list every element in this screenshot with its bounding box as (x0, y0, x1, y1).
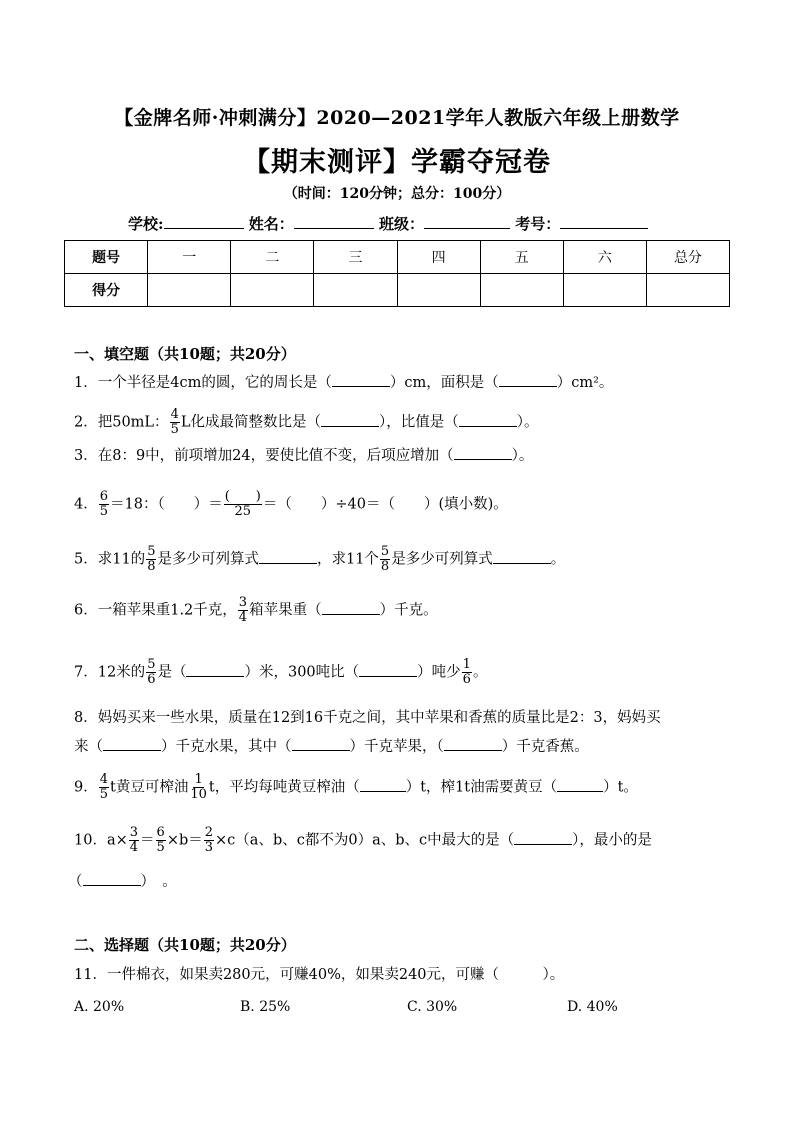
answer-blank[interactable] (360, 779, 406, 792)
score-cell-header: 三 (314, 241, 397, 274)
q5-text-b: 是多少可列算式 (157, 551, 259, 568)
question-8-line1 (74, 708, 661, 728)
q3-text-b: ）。 (511, 448, 534, 464)
q7-text-a: 7．12米的 (74, 664, 146, 681)
q8-text-line1: 8．妈妈买来一些水果，质量在12到16千克之间，其中苹果和香蕉的质量比是2：3，妈妈买 (74, 710, 661, 726)
q1-text-a: 1．一个半径是4cm的圆，它的周长是（ (74, 375, 332, 391)
q7-text-e: 。 (472, 664, 488, 681)
fraction: $\frac{4}{5}$ (170, 407, 179, 437)
q9-text-e: ）t。 (603, 779, 638, 796)
q10-text-a: 10．a× (74, 832, 128, 849)
answer-blank[interactable] (186, 664, 244, 677)
q1-text-b: ）cm，面积是（ (389, 375, 499, 391)
q4-text-c: ＝（ ）÷40＝（ ）(填小数)。 (262, 496, 508, 513)
score-cell[interactable] (646, 274, 729, 307)
q8-text-c: ）千克苹果，（ (349, 739, 444, 755)
answer-blank[interactable] (292, 738, 350, 751)
score-row-label: 得分 (65, 274, 148, 307)
q6-text-a: 6．一箱苹果重1.2千克， (74, 602, 237, 619)
score-cell[interactable] (397, 274, 480, 307)
q9-text-c: t，平均每吨黄豆榨油（ (208, 779, 360, 796)
q1-text-c: ）cm²。 (556, 375, 614, 391)
q8-text-d: ）千克香蕉。 (501, 739, 589, 755)
section2-title: 二、选择题（共10题；共20分） (74, 936, 296, 954)
answer-blank[interactable] (493, 551, 551, 564)
q10-text-b: ＝ (140, 832, 155, 849)
score-cell-header: 题号 (65, 241, 148, 274)
q2-text-c: ），比值是（ (378, 414, 459, 431)
score-cell[interactable] (480, 274, 563, 307)
score-cell-header: 一 (148, 241, 231, 274)
exam-subtitle: （时间：120分钟；总分：100分） (283, 186, 511, 202)
answer-blank[interactable] (444, 738, 502, 751)
option-a[interactable]: A. 20% (74, 999, 125, 1015)
q5-text-a: 5．求11的 (74, 551, 146, 568)
fraction: $\frac{2}{3}$ (204, 825, 214, 855)
q4-text-a: 4． (74, 496, 98, 513)
q2-text-a: 2．把50mL： (74, 414, 169, 431)
answer-blank[interactable] (332, 374, 390, 387)
answer-blank[interactable] (83, 873, 141, 886)
q5-text-d: 是多少可列算式 (391, 551, 493, 568)
q9-text-d: ）t，榨1t油需要黄豆（ (405, 779, 558, 796)
name-label: 姓名： (248, 215, 294, 233)
option-c[interactable]: C. 30% (407, 999, 458, 1015)
fraction: $\frac{4}{5}$ (99, 772, 109, 802)
score-cell-header: 五 (480, 241, 563, 274)
q2-text-b: L化成最简整数比是（ (180, 414, 321, 431)
q9-text-b: t黄豆可榨油 (110, 779, 189, 796)
answer-blank[interactable] (499, 374, 557, 387)
q7-text-c: ）米，300吨比（ (244, 664, 360, 681)
score-cell-header: 四 (397, 241, 480, 274)
exam-title-line2: 【期末测评】学霸夺冠卷 (243, 147, 551, 178)
question-7 (74, 658, 487, 687)
answer-blank[interactable] (454, 447, 512, 460)
class-blank[interactable] (424, 214, 510, 229)
exam-number-label: 考号： (515, 215, 561, 233)
answer-blank[interactable] (259, 551, 317, 564)
score-cell[interactable] (314, 274, 397, 307)
answer-blank[interactable] (359, 664, 417, 677)
student-info-row (128, 213, 648, 234)
fraction: $\frac{6}{5}$ (156, 825, 165, 855)
exam-title-line1: 【金牌名师·冲刺满分】2020—2021学年人教版六年级上册数学 (114, 107, 680, 129)
answer-blank[interactable] (459, 414, 517, 427)
school-label: 学校: (128, 215, 164, 233)
score-table-header-row (65, 241, 730, 274)
score-cell[interactable] (563, 274, 646, 307)
q7-text-b: 是（ (157, 664, 187, 681)
q6-text-c: ）千克。 (379, 602, 438, 619)
fraction: $\frac{1}{6}$ (462, 657, 471, 687)
q10-text-c: ×b＝ (166, 832, 203, 849)
fraction: $\frac{5}{8}$ (147, 544, 156, 574)
answer-blank[interactable] (557, 779, 603, 792)
q3-text-a: 3．在8：9中，前项增加24，要使比值不变，后项应增加（ (74, 448, 454, 464)
q9-text-a: 9． (74, 779, 98, 796)
q10-text-line2-a: （ (68, 874, 83, 890)
question-10 (74, 826, 652, 855)
fraction: $\frac{3}{4}$ (129, 825, 139, 855)
class-label: 班级： (379, 215, 425, 233)
question-5 (74, 545, 565, 574)
question-4 (74, 490, 508, 519)
fraction: $\frac{6}{5}$ (99, 489, 109, 519)
fraction: $\frac{1}{10}$ (190, 772, 207, 802)
answer-blank[interactable] (321, 414, 379, 427)
fraction: $\frac{5}{6}$ (147, 657, 156, 687)
option-b[interactable]: B. 25% (240, 999, 291, 1015)
score-cell-header: 二 (231, 241, 314, 274)
question-11: 11．一件棉衣，如果卖280元，可赚40%，如果卖240元，可赚（ ）。 (74, 967, 565, 983)
fraction: $\frac{5}{8}$ (380, 544, 390, 574)
answer-blank[interactable] (103, 738, 161, 751)
section1-title: 一、填空题（共10题；共20分） (74, 345, 296, 363)
question-6 (74, 596, 438, 625)
question-8-line2 (74, 737, 589, 757)
q5-text-c: ，求11个 (316, 551, 379, 568)
question-2 (74, 408, 538, 437)
exam-number-blank[interactable] (560, 214, 648, 229)
q10-text-line2-b: ） 。 (140, 874, 177, 890)
name-blank[interactable] (294, 214, 374, 229)
q8-text-a: 来（ (74, 739, 103, 755)
q2-text-d: ）。 (516, 414, 539, 431)
option-d[interactable]: D. 40% (567, 999, 618, 1015)
score-table-score-row (65, 274, 730, 307)
question-1 (74, 373, 613, 393)
q4-text-b: ＝18：（ ）＝ (110, 496, 223, 513)
q8-text-b: ）千克水果，其中（ (161, 739, 292, 755)
q5-text-e: 。 (550, 551, 566, 568)
score-table (64, 240, 730, 307)
q10-text-d: ×c（a、b、c都不为0）a、b、c中最大的是（ (215, 832, 515, 849)
score-cell-header: 六 (563, 241, 646, 274)
score-cell[interactable] (231, 274, 314, 307)
answer-blank[interactable] (322, 602, 380, 615)
q6-text-b: 箱苹果重（ (249, 602, 322, 619)
question-3 (74, 446, 533, 466)
question-10-line2 (68, 872, 177, 892)
question-9 (74, 773, 638, 802)
score-cell[interactable] (148, 274, 231, 307)
fraction: $\frac{( )}{25}$ (224, 489, 261, 519)
school-blank[interactable] (164, 214, 244, 229)
q10-text-e: ），最小的是 (572, 832, 652, 849)
fraction: $\frac{3}{4}$ (238, 595, 248, 625)
answer-blank[interactable] (514, 832, 572, 845)
score-cell-header: 总分 (646, 241, 729, 274)
q7-text-d: ）吨少 (417, 664, 461, 681)
